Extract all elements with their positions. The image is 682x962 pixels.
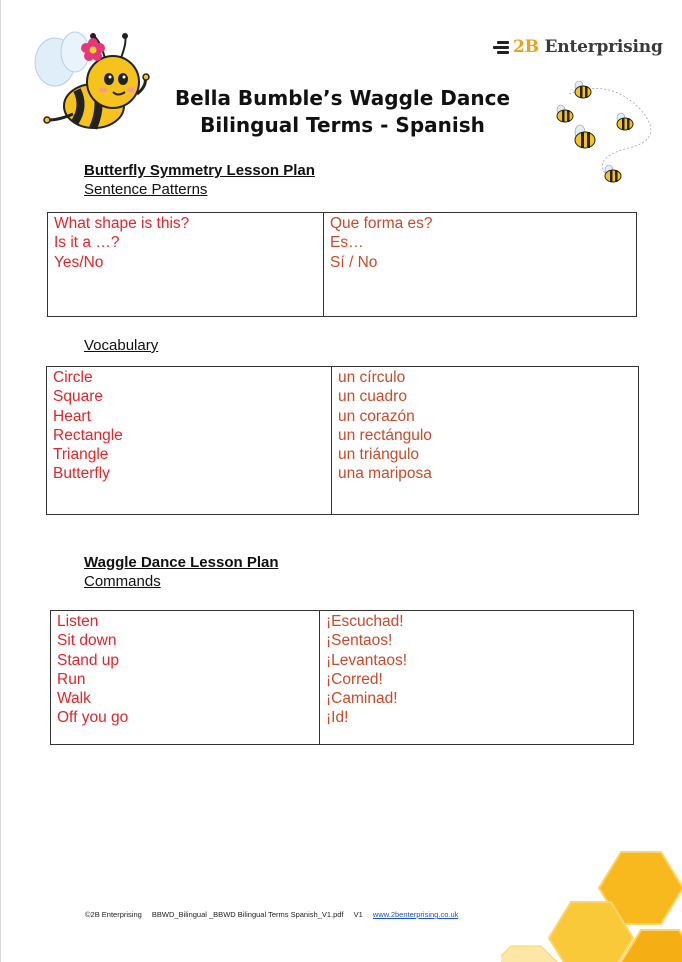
table-cell-spanish: ¡Corred!	[326, 670, 383, 688]
subheading-sentence-patterns: Sentence Patterns	[84, 181, 208, 198]
spanish-column	[331, 367, 638, 514]
table-cell-english: Square	[53, 388, 103, 406]
table-cell-spanish: Sí / No	[330, 253, 378, 271]
section-heading-butterfly: Butterfly Symmetry Lesson Plan	[84, 162, 315, 179]
table-cell-spanish: ¡Sentaos!	[326, 632, 393, 650]
table-cell-english: Heart	[53, 407, 91, 425]
honeycomb-decoration	[501, 846, 682, 962]
table-cell-spanish: Es…	[330, 234, 364, 252]
bee-mascot-illustration	[29, 24, 159, 132]
subheading-commands: Commands	[84, 573, 161, 590]
title-line-2: Bilingual Terms - Spanish	[200, 113, 485, 137]
table-cell-english: Run	[57, 670, 86, 688]
table-cell-spanish: un rectángulo	[338, 426, 432, 444]
footer-filename: BBWD_Bilingual _BBWD Bilingual Terms Spanish_V1.pdf	[151, 910, 344, 919]
table-cell-spanish: ¡Levantaos!	[326, 651, 407, 669]
footer-version: V1	[353, 910, 363, 919]
table-cell-spanish: ¡Caminad!	[326, 690, 398, 708]
page-footer	[85, 910, 458, 919]
table-cell-spanish: una mariposa	[338, 465, 432, 483]
table-cell-spanish: un triángulo	[338, 446, 420, 464]
table-cell-english: Circle	[53, 369, 93, 386]
table-cell-english: Listen	[57, 613, 99, 630]
footer-copyright: ©2B Enterprising	[85, 910, 142, 919]
spanish-column	[323, 213, 636, 316]
table-cell-english: Walk	[57, 690, 91, 708]
commands-table	[50, 610, 634, 745]
logo-text: 2B Enterprising	[513, 37, 663, 57]
table-cell-spanish: ¡Id!	[326, 709, 349, 727]
table-cell-spanish: Que forma es?	[330, 215, 433, 232]
vocabulary-table	[46, 366, 639, 515]
logo-lines-icon	[493, 38, 511, 56]
subheading-vocabulary: Vocabulary	[84, 337, 159, 354]
spanish-column	[319, 611, 633, 744]
footer-website-link[interactable]: www.2benterprising.co.uk	[372, 910, 459, 919]
english-column	[47, 367, 331, 514]
table-cell-english: Butterfly	[53, 465, 110, 483]
table-cell-english: What shape is this?	[54, 215, 190, 232]
table-cell-english: Stand up	[57, 651, 120, 669]
table-cell-english: Off you go	[57, 709, 129, 727]
table-cell-english: Rectangle	[53, 426, 123, 444]
table-cell-english: Sit down	[57, 632, 117, 650]
table-cell-spanish: un cuadro	[338, 388, 407, 406]
company-logo	[493, 37, 663, 57]
table-cell-english: Yes/No	[54, 253, 104, 271]
table-cell-spanish: ¡Escuchad!	[326, 613, 404, 630]
table-cell-spanish: un círculo	[338, 369, 406, 386]
section-heading-waggle-dance: Waggle Dance Lesson Plan	[84, 554, 279, 571]
english-column	[48, 213, 323, 316]
document-title	[151, 85, 534, 139]
table-cell-english: Is it a …?	[54, 234, 120, 252]
flying-bees-illustration	[549, 78, 667, 190]
table-cell-english: Triangle	[53, 446, 109, 464]
sentence-patterns-table	[47, 212, 637, 317]
table-cell-spanish: un corazón	[338, 407, 415, 425]
title-line-1: Bella Bumble’s Waggle Dance	[174, 86, 511, 110]
english-column	[51, 611, 319, 744]
